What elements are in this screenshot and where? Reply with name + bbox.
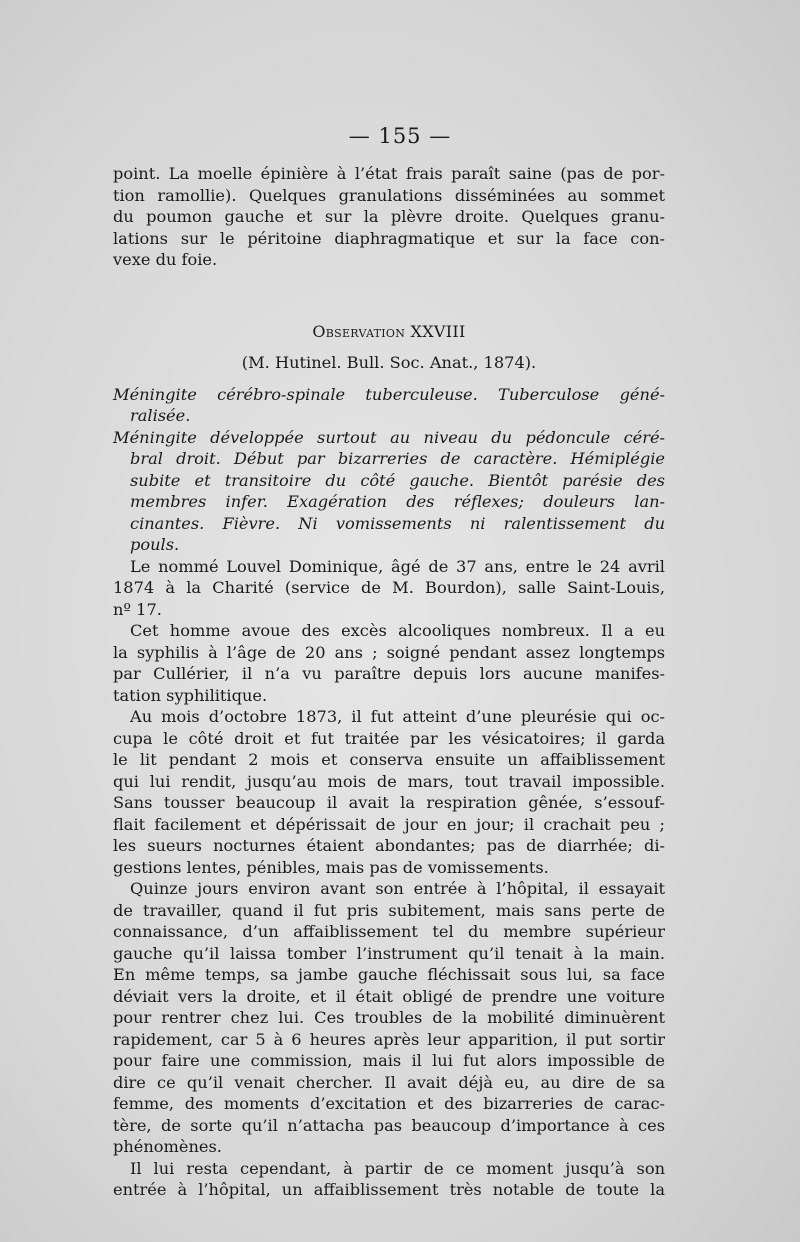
text-line: En même temps, sa jambe gauche fléchissait sous lui, sa face — [113, 965, 665, 984]
text-line: Quinze jours environ avant son entrée à l’hôpital, il essayait — [130, 879, 665, 898]
paragraph — [113, 620, 665, 706]
text-line: phénomènes. — [113, 1137, 222, 1156]
observation-source: (M. Hutinel. Bull. Soc. Anat., 1874). — [241, 353, 537, 372]
text-line: nº 17. — [113, 599, 162, 619]
text-line: qui lui rendit, jusqu’au mois de mars, tout travail impossible. — [113, 771, 665, 791]
text-line: la syphilis à l’âge de 20 ans ; soigné pendant assez longtemps — [113, 642, 665, 662]
text-line: déviait vers la droite, et il était obligé de prendre une voiture — [113, 986, 665, 1006]
text-line: lations sur le péritoine diaphragmatique et sur la face con- — [113, 228, 665, 248]
text-line: les sueurs nocturnes étaient abondantes; pas de diarrhée; di- — [113, 836, 665, 855]
text-line: tère, de sorte qu’il n’attacha pas beaucoup d’importance à ces — [113, 1115, 665, 1135]
text-line: Méningite cérébro-spinale tuberculeuse. Tuberculose géné- — [113, 384, 665, 404]
text-line: gestions lentes, pénibles, mais pas de vomissements. — [113, 857, 549, 877]
text-line: tation syphilitique. — [113, 685, 268, 705]
text-line: cupa le côté droit et fut traitée par les vésicatoires; il garda — [113, 728, 665, 748]
case-summary — [113, 384, 665, 556]
text-line: vexe du foie. — [113, 250, 218, 269]
text-line: entrée à l’hôpital, un affaiblissement très notable de toute la — [113, 1180, 665, 1199]
text-line: femme, des moments d’excitation et des bizarreries de carac- — [113, 1094, 665, 1113]
text-line: par Cullérier, il n’a vu paraître depuis lors aucune manifes- — [113, 664, 665, 683]
text-line: cinantes. Fièvre. Ni vomissements ni ralentissement du — [130, 513, 665, 533]
text-line: bral droit. Début par bizarreries de caractère. Hémiplégie — [130, 449, 665, 468]
observation-title: Observation XXVIII — [312, 321, 466, 341]
text-line: flait facilement et dépérissait de jour en jour; il crachait peu ; — [113, 814, 665, 834]
text-line: ralisée. — [130, 406, 191, 425]
paragraph — [113, 878, 665, 1158]
text-line: connaissance, d’un affaiblissement tel du membre supérieur — [113, 922, 665, 941]
text-line: Méningite développée surtout au niveau du pédoncule céré- — [113, 427, 665, 447]
text-line: gauche qu’il laissa tomber l’instrument qu’il tenait à la main. — [113, 943, 665, 963]
text-line: Il lui resta cependant, à partir de ce moment jusqu’à son — [130, 1158, 665, 1178]
text-line: du poumon gauche et sur la plèvre droite. Quelques granu- — [113, 207, 665, 226]
text-line: Le nommé Louvel Dominique, âgé de 37 ans, entre le 24 avril — [130, 556, 665, 576]
text-line: le lit pendant 2 mois et conserva ensuite un affaiblissement — [113, 750, 665, 769]
summary-entry — [113, 384, 665, 427]
paragraph — [113, 1158, 665, 1201]
text-line: subite et transitoire du côté gauche. Bientôt parésie des — [130, 470, 665, 490]
page-body — [113, 163, 665, 1201]
text-line: Cet homme avoue des excès alcooliques nombreux. Il a eu — [130, 621, 665, 640]
text-line: point. La moelle épinière à l’état frais paraît saine (pas de por- — [113, 164, 665, 183]
text-line: dire ce qu’il venait chercher. Il avait déjà eu, au dire de sa — [113, 1072, 665, 1092]
text-line: tion ramollie). Quelques granulations disséminées au sommet — [113, 185, 665, 205]
text-line: de travailler, quand il fut pris subitement, mais sans perte de — [113, 900, 665, 920]
text-line: Au mois d’octobre 1873, il fut atteint d’une pleurésie qui oc- — [130, 707, 665, 726]
text-line: 1874 à la Charité (service de M. Bourdon), salle Saint-Louis, — [113, 578, 665, 597]
text-line: membres infer. Exagération des réflexes; douleurs lan- — [130, 492, 665, 511]
summary-entry — [113, 427, 665, 556]
text-line: pour faire une commission, mais il lui fut alors impossible de — [113, 1051, 665, 1070]
text-line: pouls. — [130, 535, 180, 554]
paragraph — [113, 706, 665, 878]
page-number: — 155 — — [348, 124, 452, 148]
text-line: pour rentrer chez lui. Ces troubles de la mobilité diminuèrent — [113, 1008, 665, 1027]
opening-paragraph — [113, 163, 665, 271]
paragraph — [113, 556, 665, 621]
text-line: Sans tousser beaucoup il avait la respiration gênée, s’essouf- — [113, 793, 665, 812]
text-line: rapidement, car 5 à 6 heures après leur apparition, il put sortir — [113, 1029, 665, 1049]
